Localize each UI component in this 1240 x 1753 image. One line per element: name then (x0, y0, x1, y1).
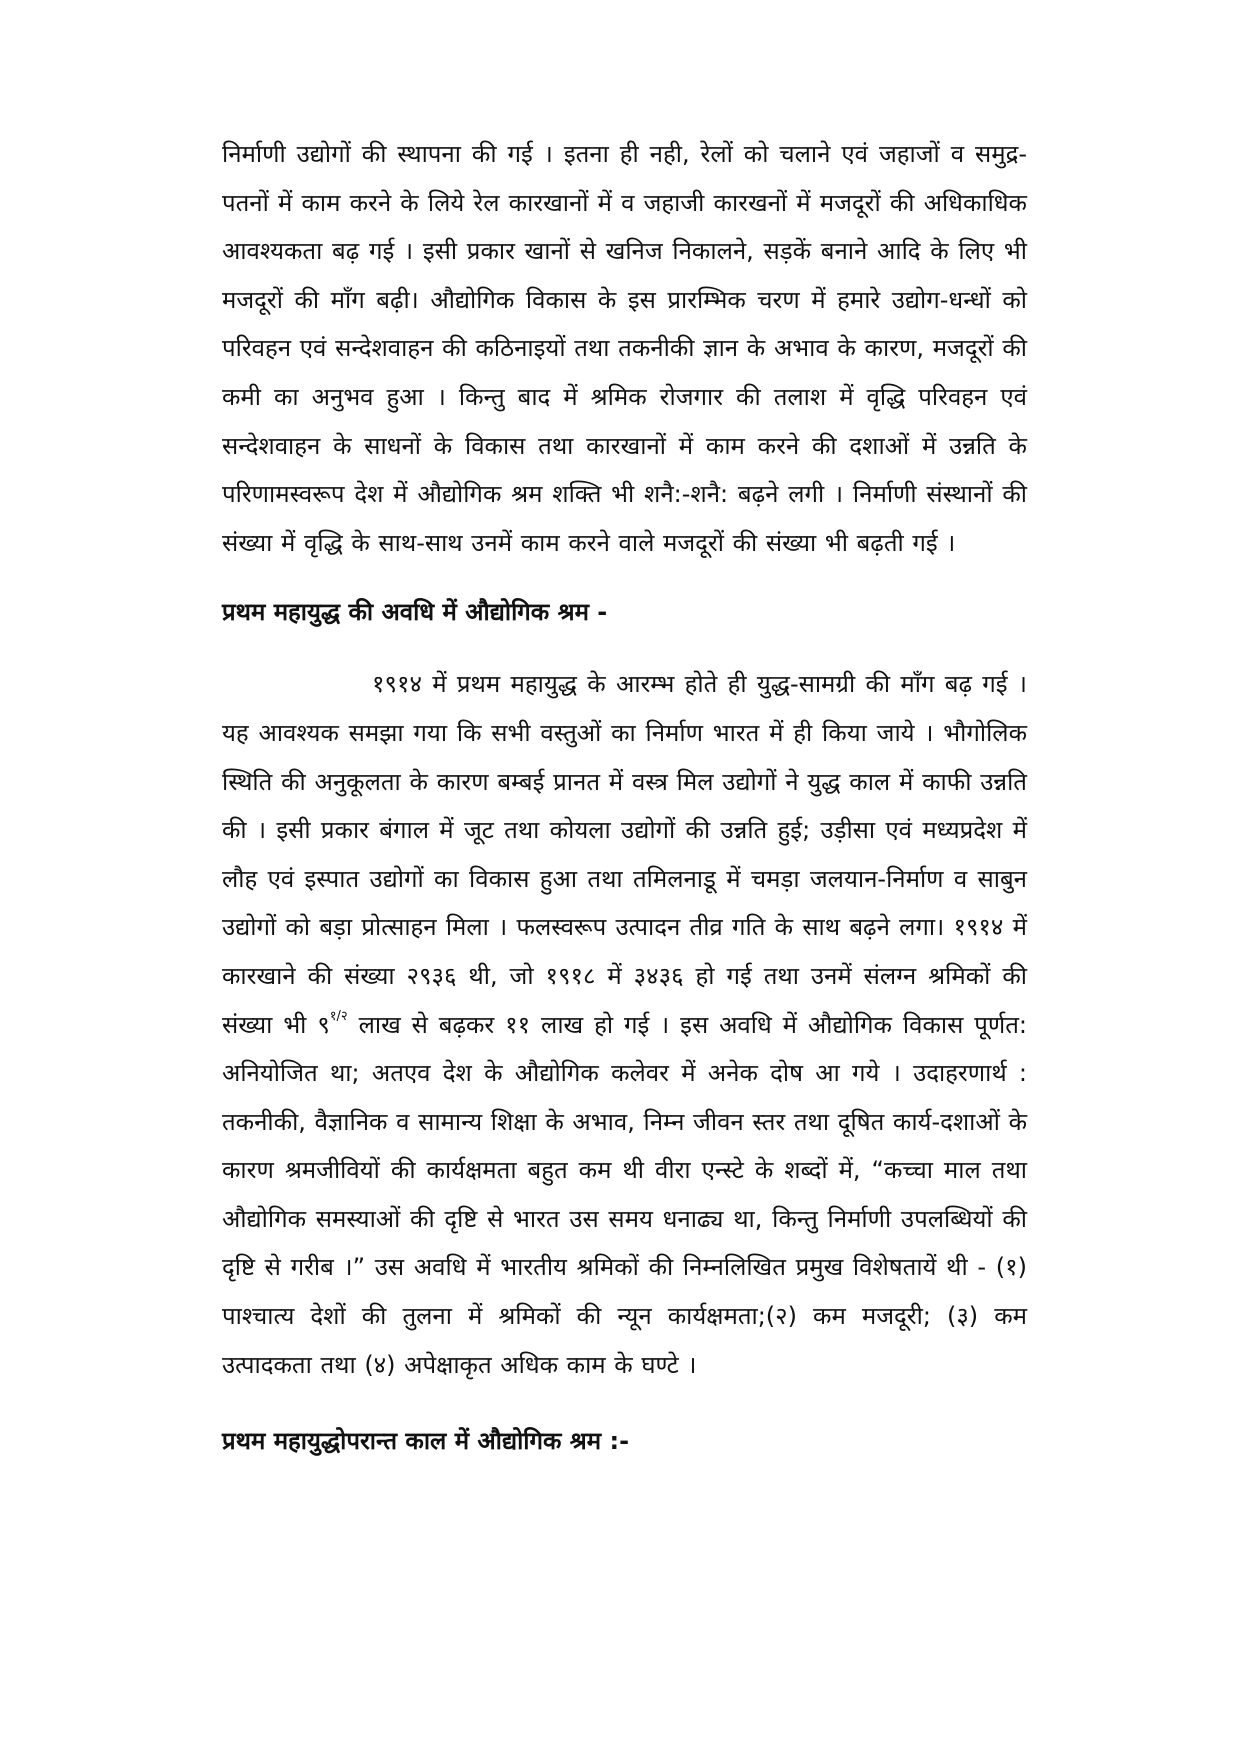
section-heading-wwi-labour: प्रथम महायुद्ध की अवधि में औद्योगिक श्रम - (222, 598, 608, 627)
section-heading-post-wwi-labour: प्रथम महायुद्धोपरान्त काल में औद्योगिक श्रम :- (222, 1427, 630, 1456)
wwi-labour-paragraph (222, 660, 1027, 1389)
intro-paragraph: निर्माणी उद्योगों की स्थापना की गई । इतना ही नही, रेलों को चलाने एवं जहाजों व समुद्र-पतनों में काम करने के लिये रेल कारखानों में व जहाजी कारखनों में मजदूरों की अधिकाधिक आवश्यकता बढ़ गई । इसी प्रकार खानों से खनिज निकालने, सड़कें बनाने आदि के लिए भी मजदूरों की मॉंग बढ़ी। औद्योगिक विकास के इस प्रारम्भिक चरण में हमारे उद्योग-धन्धों को परिवहन एवं सन्देशवाहन की कठिनाइयों तथा तकनीकी ज्ञान के अभाव के कारण, मजदूरों की कमी का अनुभव हुआ । किन्तु बाद में श्रमिक रोजगार की तलाश में वृद्धि परिवहन एवं सन्देशवाहन के साधनों के विकास तथा कारखानों में काम करने की दशाओं में उन्नति के परिणामस्वरूप देश में औद्योगिक श्रम शक्ति भी शनै:-शनै: बढ़ने लगी । निर्माणी संस्थानों की संख्या में वृद्धि के साथ-साथ उनमें काम करने वाले मजदूरों की संख्या भी बढ़ती गई । (222, 140, 1027, 557)
document-page (222, 130, 1027, 1465)
fraction-superscript: १/२ (329, 1008, 348, 1024)
wwi-paragraph-text-start: १९१४ में प्रथम महायुद्ध के आरम्भ होते ही युद्ध-सामग्री की मॉंग बढ़ गई । यह आवश्यक समझा गया कि सभी वस्तुओं का निर्माण भारत में ही किया जाये । भौगोलिक स्थिति की अनुकूलता के कारण बम्बई प्रानत में वस्त्र मिल उद्योगों ने युद्ध काल में काफी उन्नति की । इसी प्रकार बंगाल में जूट तथा कोयला उद्योगों की उन्नति हुई; उड़ीसा एवं मध्यप्रदेश में लौह एवं इस्पात उद्योगों का विकास हुआ तथा तमिलनाडू में चमड़ा जलयान-निर्माण व साबुन उद्योगों को बड़ा प्रोत्साहन मिला । फलस्वरूप उत्पादन तीव्र गति के साथ बढ़ने लगा। १९१४ में कारखाने की संख्या २९३६ थी, जो १९१८ में ३४३६ हो गई तथा उनमें संलग्न श्रमिकों की संख्या भी ९ (222, 670, 1027, 1039)
wwi-paragraph-text-end: लाख से बढ़कर ११ लाख हो गई । इस अवधि में औद्योगिक विकास पूर्णत: अनियोजित था; अतएव देश के औद्योगिक कलेवर में अनेक दोष आ गये । उदाहरणार्थ : तकनीकी, वैज्ञानिक व सामान्य शिक्षा के अभाव, निम्न जीवन स्तर तथा दूषित कार्य-दशाओं के कारण श्रमजीवियों की कार्यक्षमता बहुत कम थी वीरा एन्स्टे के शब्दों में, “कच्चा माल तथा औद्योगिक समस्याओं की दृष्टि से भारत उस समय धनाढ्य था, किन्तु निर्माणी उपलब्धियों की दृष्टि से गरीब ।” उस अवधि में भारतीय श्रमिकों की निम्नलिखित प्रमुख विशेषतायें थी - (१) पाश्चात्य देशों की तुलना में श्रमिकों की न्यून कार्यक्षमता;(२) कम मजदूरी; (३) कम उत्पादकता तथा (४) अपेक्षाकृत अधिक काम के घण्टे । (222, 1010, 1027, 1379)
